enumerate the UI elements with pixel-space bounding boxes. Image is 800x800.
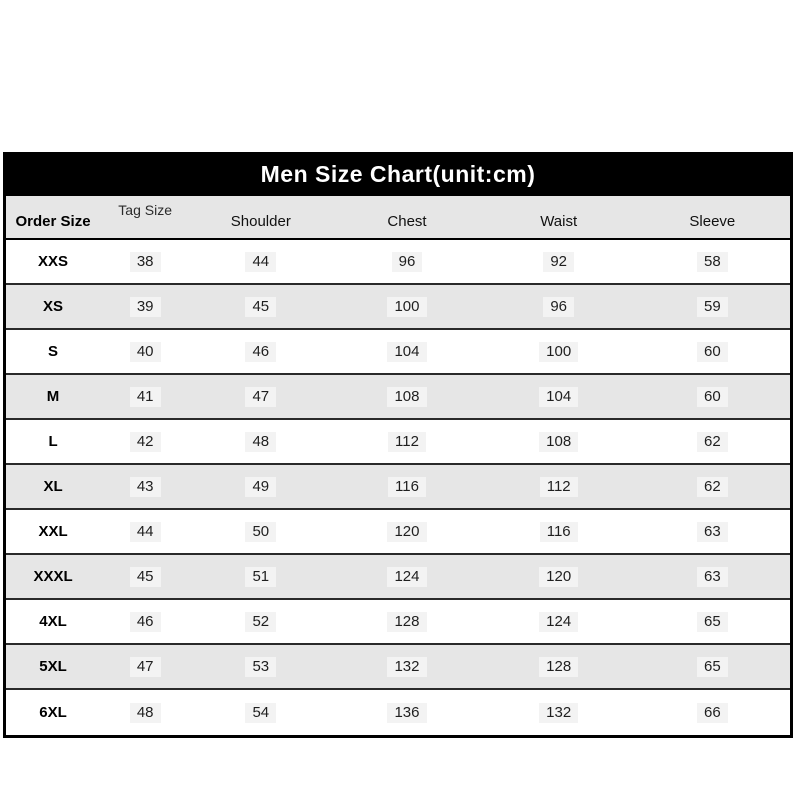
column-header-shoulder: Shoulder [230, 212, 291, 230]
order-size-cell: XXL [38, 523, 68, 540]
value-text: 60 [697, 342, 728, 362]
value-cell [100, 477, 190, 497]
table-row [6, 240, 790, 285]
value-cell [331, 387, 482, 407]
value-text: 124 [539, 612, 578, 632]
value-text: 40 [130, 342, 161, 362]
value-cell [190, 432, 331, 452]
value-cell [100, 387, 190, 407]
value-cell [483, 252, 635, 272]
column-header-sleeve: Sleeve [689, 212, 736, 230]
value-text: 112 [540, 477, 578, 497]
value-cell [331, 612, 482, 632]
column-header-waist: Waist [540, 212, 578, 230]
order-size-cell: XXS [38, 253, 69, 270]
value-cell [100, 297, 190, 317]
order-size-cell: 5XL [39, 658, 67, 675]
value-cell [331, 522, 482, 542]
value-cell [331, 567, 482, 587]
column-header-chest: Chest [387, 212, 427, 230]
value-text: 104 [387, 342, 426, 362]
value-text: 54 [245, 703, 276, 723]
value-text: 46 [130, 612, 161, 632]
value-cell [100, 703, 190, 723]
value-cell [635, 657, 790, 677]
value-text: 96 [392, 252, 423, 272]
value-text: 43 [130, 477, 161, 497]
value-text: 124 [387, 567, 426, 587]
value-text: 45 [130, 567, 161, 587]
table-row [6, 510, 790, 555]
value-text: 116 [388, 477, 426, 497]
value-cell [190, 567, 331, 587]
value-text: 65 [697, 657, 728, 677]
value-cell [483, 703, 635, 723]
value-cell [483, 477, 635, 497]
value-text: 96 [543, 297, 574, 317]
order-size-cell: M [46, 388, 60, 405]
value-text: 60 [697, 387, 728, 407]
value-text: 112 [388, 432, 426, 452]
value-text: 63 [697, 567, 728, 587]
value-cell [635, 342, 790, 362]
value-text: 42 [130, 432, 161, 452]
table-row [6, 420, 790, 465]
value-cell [635, 477, 790, 497]
value-text: 41 [130, 387, 161, 407]
value-cell [100, 612, 190, 632]
table-row [6, 285, 790, 330]
value-cell [331, 657, 482, 677]
value-cell [483, 522, 635, 542]
order-size-cell: L [48, 433, 58, 450]
value-text: 51 [245, 567, 276, 587]
table-title: Men Size Chart(unit:cm) [6, 152, 790, 196]
value-text: 53 [245, 657, 276, 677]
value-cell [190, 703, 331, 723]
value-cell [100, 432, 190, 452]
value-text: 44 [130, 522, 161, 542]
value-text: 92 [543, 252, 574, 272]
value-cell [190, 252, 331, 272]
table-row [6, 600, 790, 645]
value-text: 100 [387, 297, 426, 317]
value-text: 47 [130, 657, 161, 677]
value-cell [331, 252, 482, 272]
value-cell [483, 387, 635, 407]
value-text: 63 [697, 522, 728, 542]
table-row [6, 465, 790, 510]
value-cell [483, 297, 635, 317]
value-text: 45 [245, 297, 276, 317]
value-cell [331, 477, 482, 497]
order-size-cell: XXXL [33, 568, 73, 585]
table-row [6, 555, 790, 600]
value-text: 65 [697, 612, 728, 632]
value-cell [190, 387, 331, 407]
value-cell [100, 657, 190, 677]
value-cell [190, 522, 331, 542]
value-cell [190, 477, 331, 497]
value-text: 62 [697, 477, 728, 497]
value-text: 50 [245, 522, 276, 542]
value-cell [483, 657, 635, 677]
table-row [6, 330, 790, 375]
table-row [6, 645, 790, 690]
value-cell [635, 522, 790, 542]
value-text: 39 [130, 297, 161, 317]
size-chart-table [3, 152, 793, 738]
value-cell [483, 432, 635, 452]
value-text: 132 [387, 657, 426, 677]
order-size-cell: XS [43, 298, 64, 315]
value-text: 108 [387, 387, 426, 407]
value-cell [190, 657, 331, 677]
value-text: 128 [387, 612, 426, 632]
value-cell [635, 432, 790, 452]
value-cell [331, 342, 482, 362]
value-cell [635, 567, 790, 587]
column-header-order-size: Order Size [15, 212, 91, 230]
value-text: 58 [697, 252, 728, 272]
value-text: 59 [697, 297, 728, 317]
value-cell [331, 432, 482, 452]
order-size-cell: XL [43, 478, 63, 495]
value-cell [483, 342, 635, 362]
value-text: 136 [387, 703, 426, 723]
value-text: 104 [539, 387, 578, 407]
value-text: 62 [697, 432, 728, 452]
value-text: 108 [539, 432, 578, 452]
value-cell [483, 612, 635, 632]
table-body [6, 240, 790, 735]
value-text: 48 [245, 432, 276, 452]
value-cell [190, 297, 331, 317]
value-cell [190, 342, 331, 362]
value-cell [100, 342, 190, 362]
value-cell [635, 252, 790, 272]
value-cell [635, 297, 790, 317]
value-cell [331, 297, 482, 317]
order-size-cell: 4XL [39, 613, 67, 630]
value-text: 38 [130, 252, 161, 272]
value-text: 66 [697, 703, 728, 723]
value-cell [100, 252, 190, 272]
value-cell [483, 567, 635, 587]
value-text: 48 [130, 703, 161, 723]
value-text: 100 [539, 342, 578, 362]
value-cell [635, 612, 790, 632]
value-text: 47 [245, 387, 276, 407]
value-text: 120 [539, 567, 578, 587]
value-text: 49 [245, 477, 276, 497]
value-text: 46 [245, 342, 276, 362]
value-text: 128 [539, 657, 578, 677]
value-text: 44 [245, 252, 276, 272]
table-row [6, 690, 790, 735]
value-text: 116 [540, 522, 578, 542]
value-text: 120 [387, 522, 426, 542]
value-cell [190, 612, 331, 632]
value-cell [100, 567, 190, 587]
column-header-tag-size: Tag Size [118, 202, 172, 218]
value-text: 132 [539, 703, 578, 723]
order-size-cell: S [48, 343, 59, 360]
order-size-cell: 6XL [39, 704, 67, 721]
value-cell [635, 703, 790, 723]
value-cell [331, 703, 482, 723]
value-text: 52 [245, 612, 276, 632]
table-header-row [6, 196, 790, 240]
value-cell [100, 522, 190, 542]
value-cell [635, 387, 790, 407]
table-row [6, 375, 790, 420]
